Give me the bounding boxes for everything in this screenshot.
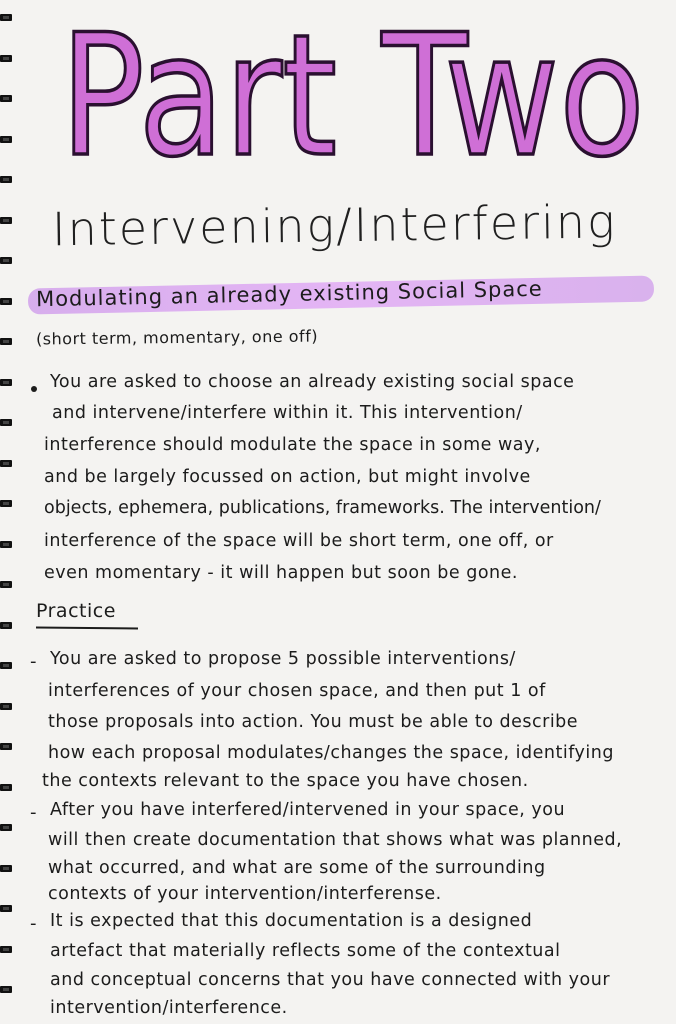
binding-ring [0,136,12,143]
list-item-line: It is expected that this documentation is a designed [50,911,533,931]
intro-line: and intervene/interfere within it. This intervention/ [52,403,523,423]
binding-ring [0,338,12,345]
page-title-text: Part Two [60,4,645,174]
bullet-dot [31,386,37,392]
binding-ring [0,419,12,426]
list-item-line: intervention/interference. [50,998,288,1018]
intro-line: and be largely focussed on action, but might involve [44,467,531,487]
binding-ring [0,95,12,102]
list-item-line: how each proposal modulates/changes the space, identifying [48,743,614,763]
list-item-line: those proposals into action. You must be able to describe [48,712,579,732]
dash-marker: - [30,913,37,934]
binding-ring [0,865,12,872]
binding-ring [0,379,12,386]
list-item-line: You are asked to propose 5 possible interventions/ [50,649,516,669]
binding-ring [0,622,12,629]
list-item-line: and conceptual concerns that you have connected with your [50,970,611,990]
binding-ring [0,460,12,467]
subtitle: Intervening/Interfering [51,194,617,257]
list-item-line: what occurred, and what are some of the surrounding [48,858,546,878]
dash-marker: - [30,651,37,672]
intro-line: interference of the space will be short term, one off, or [44,531,554,551]
binding-ring [0,581,12,588]
binding-ring [0,257,12,264]
list-item-line: After you have interfered/intervened in your space, you [50,800,566,820]
intro-line: interference should modulate the space in some way, [44,435,541,455]
list-item-line: the contexts relevant to the space you have chosen. [42,771,529,791]
spiral-binding [0,0,22,1024]
binding-ring [0,500,12,507]
binding-ring [0,905,12,912]
binding-ring [0,55,12,62]
list-item-line: will then create documentation that shows what was planned, [48,830,623,850]
intro-line: even momentary - it will happen but soon be gone. [44,563,518,583]
section-heading: Modulating an already existing Social Space [35,276,543,312]
binding-ring [0,703,12,710]
binding-ring [0,14,12,21]
binding-ring [0,946,12,953]
binding-ring [0,824,12,831]
binding-ring [0,986,12,993]
list-item-line: artefact that materially reflects some of the contextual [50,941,561,961]
list-item-line: contexts of your intervention/interferense. [48,884,442,904]
binding-ring [0,743,12,750]
binding-ring [0,298,12,305]
binding-ring [0,217,12,224]
page-title [52,4,652,174]
binding-ring [0,176,12,183]
list-item-line: interferences of your chosen space, and then put 1 of [48,681,546,701]
binding-ring [0,662,12,669]
section-underline [36,627,138,629]
binding-ring [0,541,12,548]
section-label: Practice [36,600,116,622]
dash-marker: - [30,802,37,823]
heading-note: (short term, momentary, one off) [35,326,319,349]
binding-ring [0,784,12,791]
intro-line: objects, ephemera, publications, frameworks. The intervention/ [44,498,601,518]
intro-line: You are asked to choose an already existing social space [50,372,575,392]
